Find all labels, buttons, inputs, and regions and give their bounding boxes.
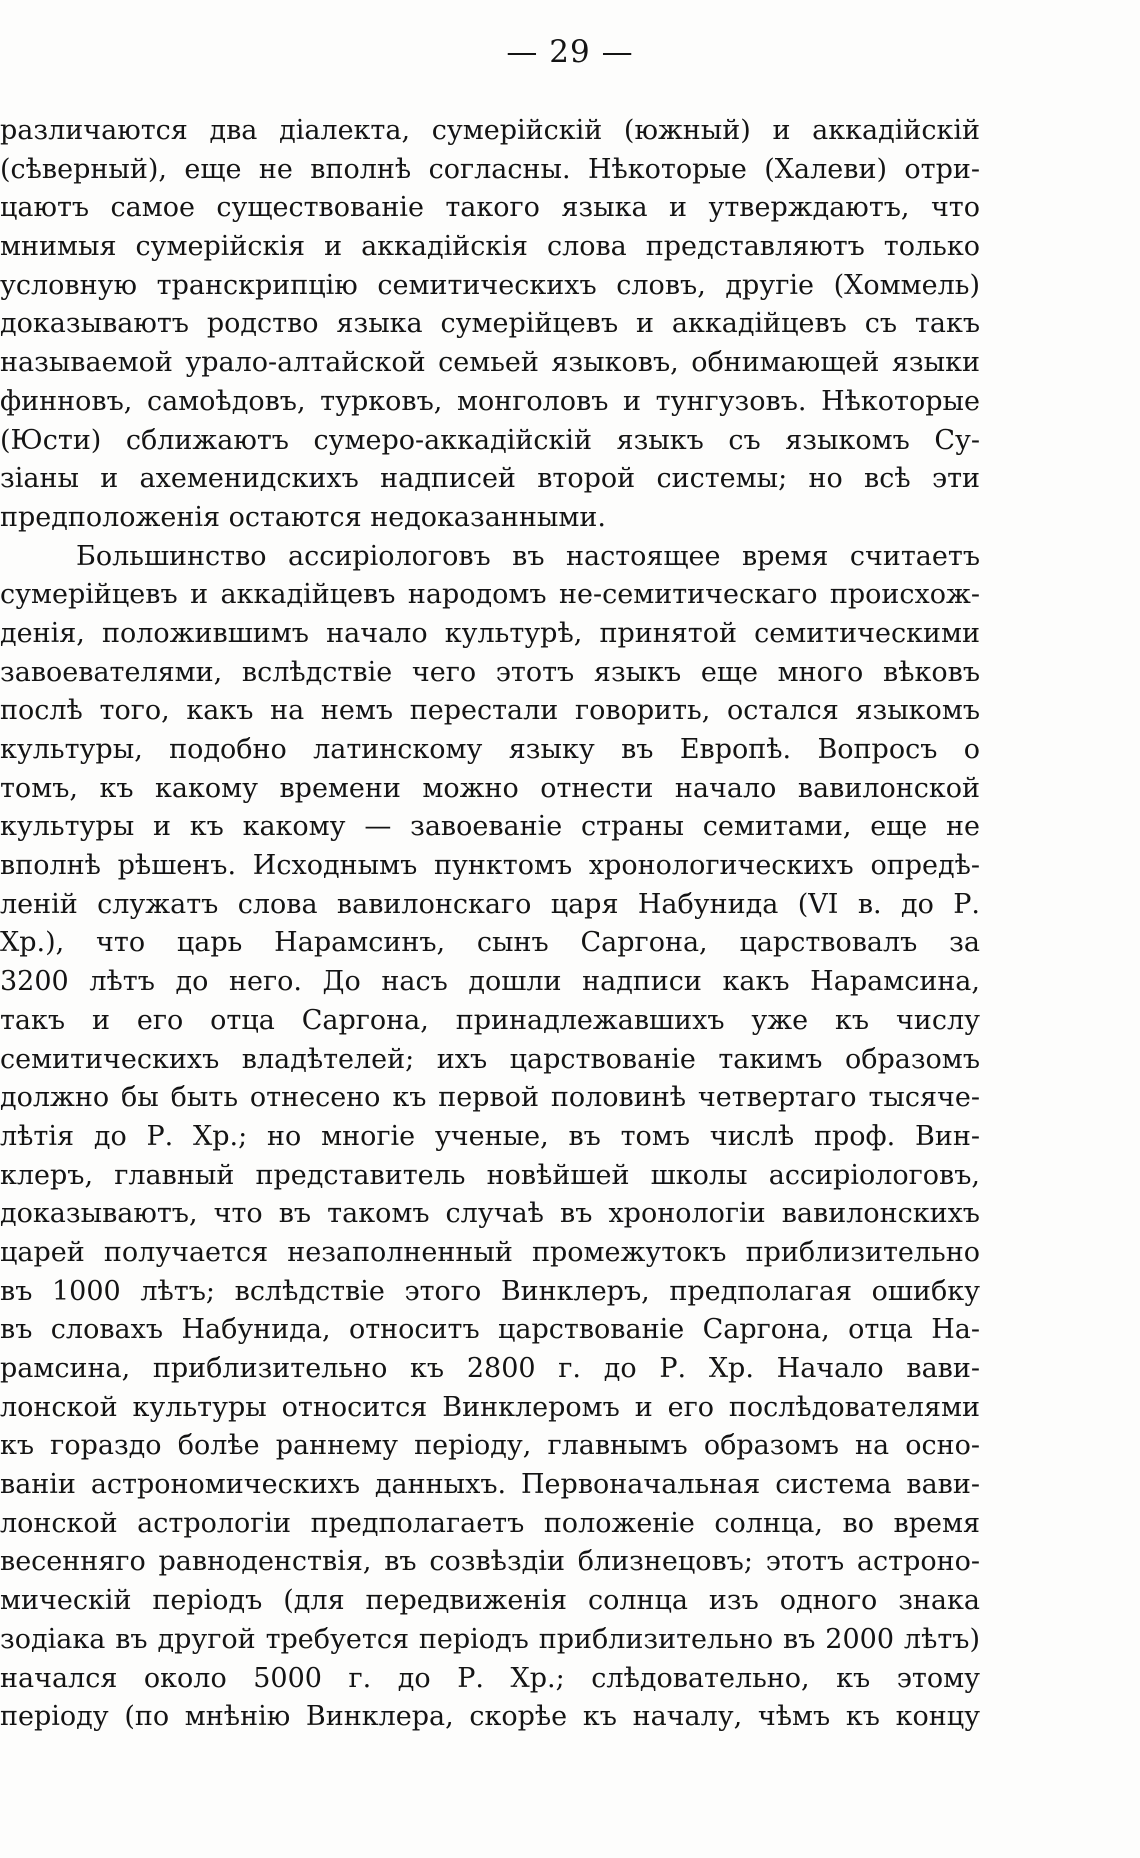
text-line: предположенія остаются недоказанными. (0, 501, 606, 533)
text-line: денія, положившимъ начало культурѣ, принятой семитическими (0, 617, 980, 649)
text-line: культуры и къ какому — завоеваніе страны семитами, еще не (0, 811, 980, 843)
paragraph-2 (0, 538, 980, 1737)
text-line: зіаны и ахеменидскихъ надписей второй системы; но всѣ эти (0, 463, 980, 495)
text-line: періоду (по мнѣнію Винклера, скорѣе къ началу, чѣмъ къ концу (0, 1701, 980, 1733)
text-line: различаются два діалекта, сумерійскій (южный) и аккадійскій (0, 115, 980, 146)
text-line: финновъ, самоѣдовъ, турковъ, монголовъ и тунгузовъ. Нѣкоторые (0, 385, 980, 417)
text-line: клеръ, главный представитель новѣйшей школы ассиріологовъ, (0, 1159, 980, 1191)
text-line: должно бы быть отнесено къ первой половинѣ четвертаго тысяче- (0, 1082, 980, 1114)
text-line: леній служатъ слова вавилонскаго царя Набунида (VI в. до Р. (0, 888, 980, 920)
text-line: называемой урало-алтайской семьей языковъ, обнимающей языки (0, 347, 980, 379)
text-line: лѣтія до Р. Хр.; но многіе ученые, въ томъ числѣ проф. Вин- (0, 1120, 980, 1152)
text-line: мическій періодъ (для передвиженія солнца изъ одного знака (0, 1585, 980, 1617)
text-line: цаютъ самое существованіе такого языка и утверждаютъ, что (0, 192, 980, 224)
text-line: такъ и его отца Саргона, принадлежавшихъ уже къ числу (0, 1004, 980, 1036)
text-line: въ 1000 лѣтъ; вслѣдствіе этого Винклеръ, предполагая ошибку (0, 1275, 980, 1307)
text-line: царей получается незаполненный промежутокъ приблизительно (0, 1236, 980, 1268)
text-line: рамсина, приблизительно къ 2800 г. до Р. Хр. Начало вави- (0, 1353, 980, 1384)
text-line: завоевателями, вслѣдствіе чего этотъ языкъ еще много вѣковъ (0, 656, 980, 688)
text-line: доказываютъ, что въ такомъ случаѣ въ хронологіи вавилонскихъ (0, 1198, 980, 1230)
text-line: 3200 лѣтъ до него. До насъ дошли надписи какъ Нарамсина, (0, 966, 980, 998)
text-line: Хр.), что царь Нарамсинъ, сынъ Саргона, царствовалъ за (0, 927, 980, 959)
text-line: семитическихъ владѣтелей; ихъ царствованіе такимъ образомъ (0, 1043, 980, 1075)
text-line: послѣ того, какъ на немъ перестали говорить, остался языкомъ (0, 695, 980, 727)
paragraph-1 (0, 112, 980, 538)
text-line: культуры, подобно латинскому языку въ Европѣ. Вопросъ о (0, 734, 980, 765)
text-line: зодіака въ другой требуется періодъ приблизительно въ 2000 лѣтъ) (0, 1623, 980, 1655)
text-line: (Юсти) сближаютъ сумеро-аккадійскій языкъ съ языкомъ Су- (0, 424, 980, 456)
text-line: томъ, къ какому времени можно отнести начало вавилонской (0, 772, 980, 804)
text-line: начался около 5000 г. до Р. Хр.; слѣдовательно, къ этому (0, 1662, 980, 1694)
text-line: лонской астрологіи предполагаетъ положеніе солнца, во время (0, 1507, 980, 1539)
text-line: мнимыя сумерійскія и аккадійскія слова представляютъ только (0, 231, 980, 263)
text-line: условную транскрипцію семитическихъ словъ, другіе (Хоммель) (0, 269, 980, 301)
text-line: Большинство ассиріологовъ въ настоящее время считаетъ (76, 540, 980, 572)
page-number: — 29 — (506, 34, 634, 70)
text-line: доказываютъ родство языка сумерійцевъ и аккадійцевъ съ такъ (0, 308, 980, 340)
text-line: въ словахъ Набунида, относитъ царствованіе Саргона, отца На- (0, 1314, 980, 1346)
text-line: весенняго равноденствія, въ созвѣздіи близнецовъ; этотъ астроно- (0, 1546, 980, 1578)
text-line: сумерійцевъ и аккадійцевъ народомъ не-семитическаго происхож- (0, 579, 980, 611)
text-line: къ гораздо болѣе раннему періоду, главнымъ образомъ на осно- (0, 1430, 980, 1462)
text-line: вполнѣ рѣшенъ. Исходнымъ пунктомъ хронологическихъ опредѣ- (0, 850, 980, 882)
text-line: ваніи астрономическихъ данныхъ. Первоначальная система вави- (0, 1469, 980, 1501)
text-line: лонской культуры относится Винклеромъ и его послѣдователями (0, 1391, 980, 1423)
text-line: (сѣверный), еще не вполнѣ согласны. Нѣкоторые (Халеви) отри- (0, 153, 980, 185)
body-text (0, 112, 980, 1737)
